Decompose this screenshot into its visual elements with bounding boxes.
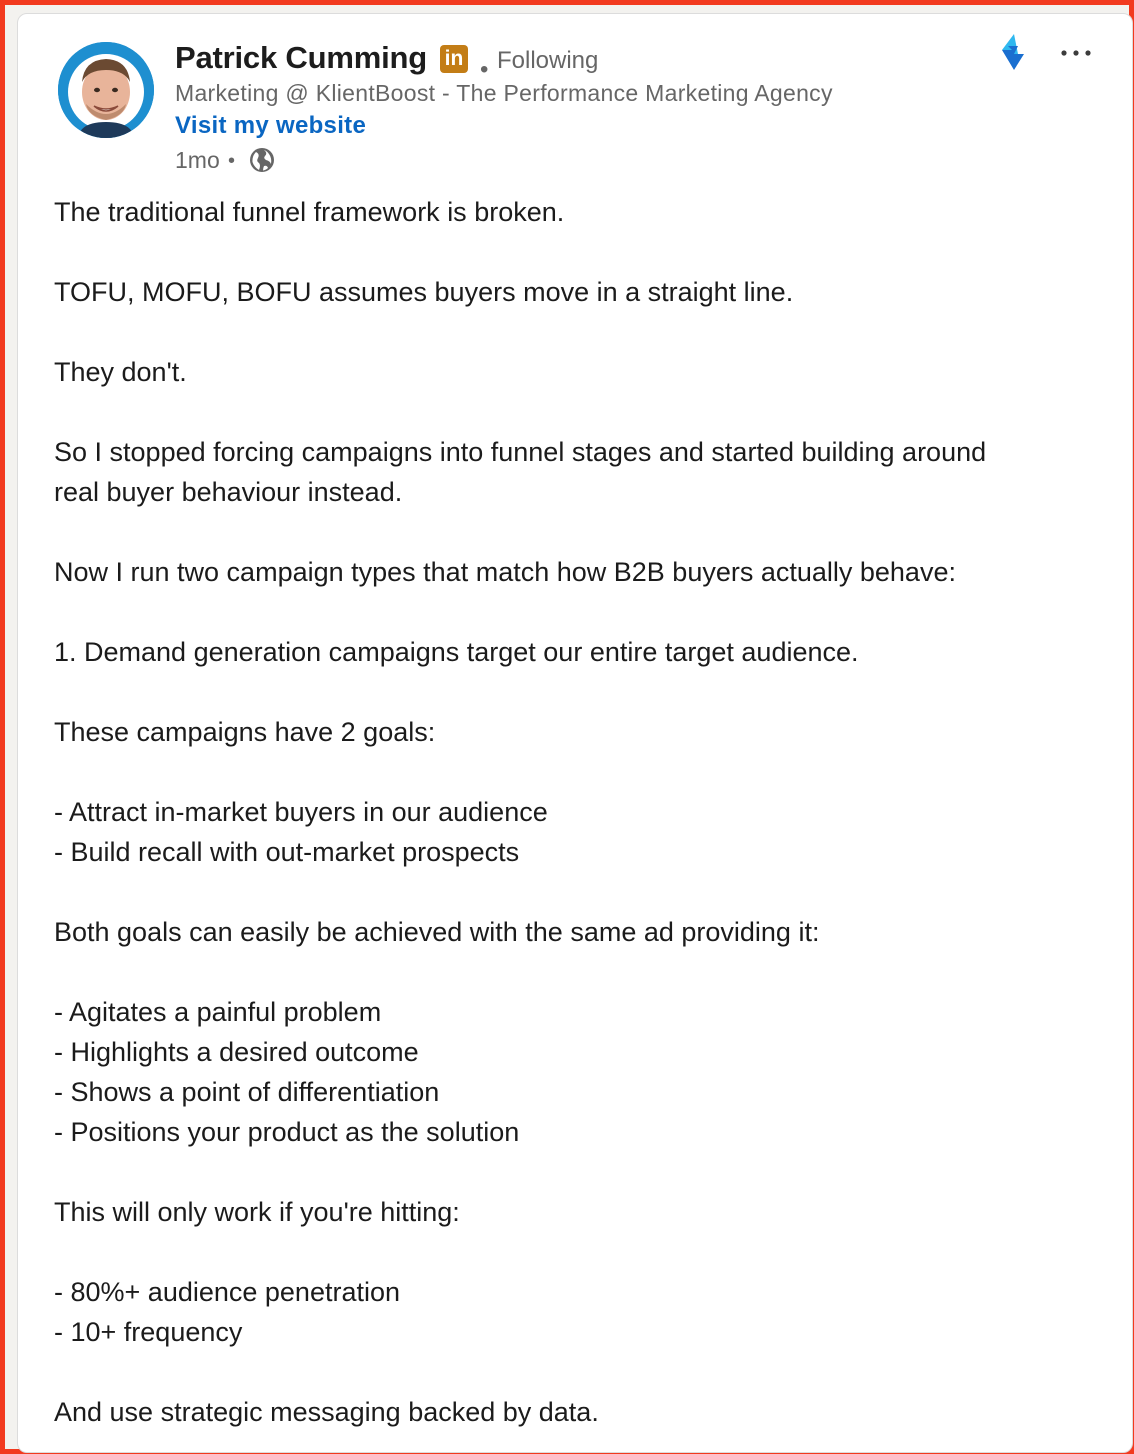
- post-text-line: - Positions your product as the solution: [54, 1117, 520, 1147]
- post-text-line: Both goals can easily be achieved with the same ad providing it:: [54, 917, 820, 947]
- paragraph-gap: [54, 512, 1094, 552]
- avatar-image: [58, 42, 154, 138]
- post-timestamp: 1mo: [175, 147, 220, 173]
- paragraph-gap: [54, 592, 1094, 632]
- post-text-line: - Attract in-market buyers in our audience: [54, 797, 548, 827]
- post-text-line: The traditional funnel framework is broken.: [54, 197, 565, 227]
- globe-icon: [248, 146, 276, 174]
- post-text-line: real buyer behaviour instead.: [54, 477, 403, 507]
- paragraph-gap: [54, 1232, 1094, 1272]
- paragraph-gap: [54, 672, 1094, 712]
- timestamp-separator: •: [228, 150, 236, 172]
- post-text-line: - Agitates a painful problem: [54, 997, 382, 1027]
- paragraph-gap: [54, 952, 1094, 992]
- paragraph-gap: [54, 752, 1094, 792]
- more-horizontal-icon[interactable]: [1056, 38, 1096, 68]
- lightning-extension-icon[interactable]: [998, 34, 1028, 70]
- post-text-line: - Build recall with out-market prospects: [54, 837, 520, 867]
- paragraph-gap: [54, 1152, 1094, 1192]
- author-name[interactable]: Patrick Cumming: [175, 40, 427, 75]
- post-card: [17, 13, 1133, 1453]
- post-body: [54, 192, 1094, 1432]
- post-text-line: TOFU, MOFU, BOFU assumes buyers move in a straight line.: [54, 277, 794, 307]
- visit-website-link[interactable]: Visit my website: [175, 112, 367, 139]
- name-separator: •: [480, 56, 489, 83]
- post-text-line: And use strategic messaging backed by data.: [54, 1397, 599, 1427]
- post-text-line: 1. Demand generation campaigns target our entire target audience.: [54, 637, 859, 667]
- paragraph-gap: [54, 312, 1094, 352]
- follow-status[interactable]: Following: [497, 47, 599, 74]
- post-text-line: They don't.: [54, 357, 187, 387]
- post-text-line: - 10+ frequency: [54, 1317, 243, 1347]
- author-headline: Marketing @ KlientBoost - The Performance Marketing Agency: [175, 80, 833, 106]
- post-text-line: These campaigns have 2 goals:: [54, 717, 436, 747]
- post-text-line: - 80%+ audience penetration: [54, 1277, 401, 1307]
- paragraph-gap: [54, 1352, 1094, 1392]
- post-text-line: - Highlights a desired outcome: [54, 1037, 419, 1067]
- linkedin-badge-icon: in: [440, 45, 468, 73]
- post-text-line: - Shows a point of differentiation: [54, 1077, 440, 1107]
- post-text-line: This will only work if you're hitting:: [54, 1197, 460, 1227]
- author-avatar[interactable]: [58, 42, 154, 138]
- post-text-line: Now I run two campaign types that match how B2B buyers actually behave:: [54, 557, 956, 587]
- paragraph-gap: [54, 872, 1094, 912]
- post-text-line: So I stopped forcing campaigns into funnel stages and started building around: [54, 437, 987, 467]
- paragraph-gap: [54, 232, 1094, 272]
- paragraph-gap: [54, 392, 1094, 432]
